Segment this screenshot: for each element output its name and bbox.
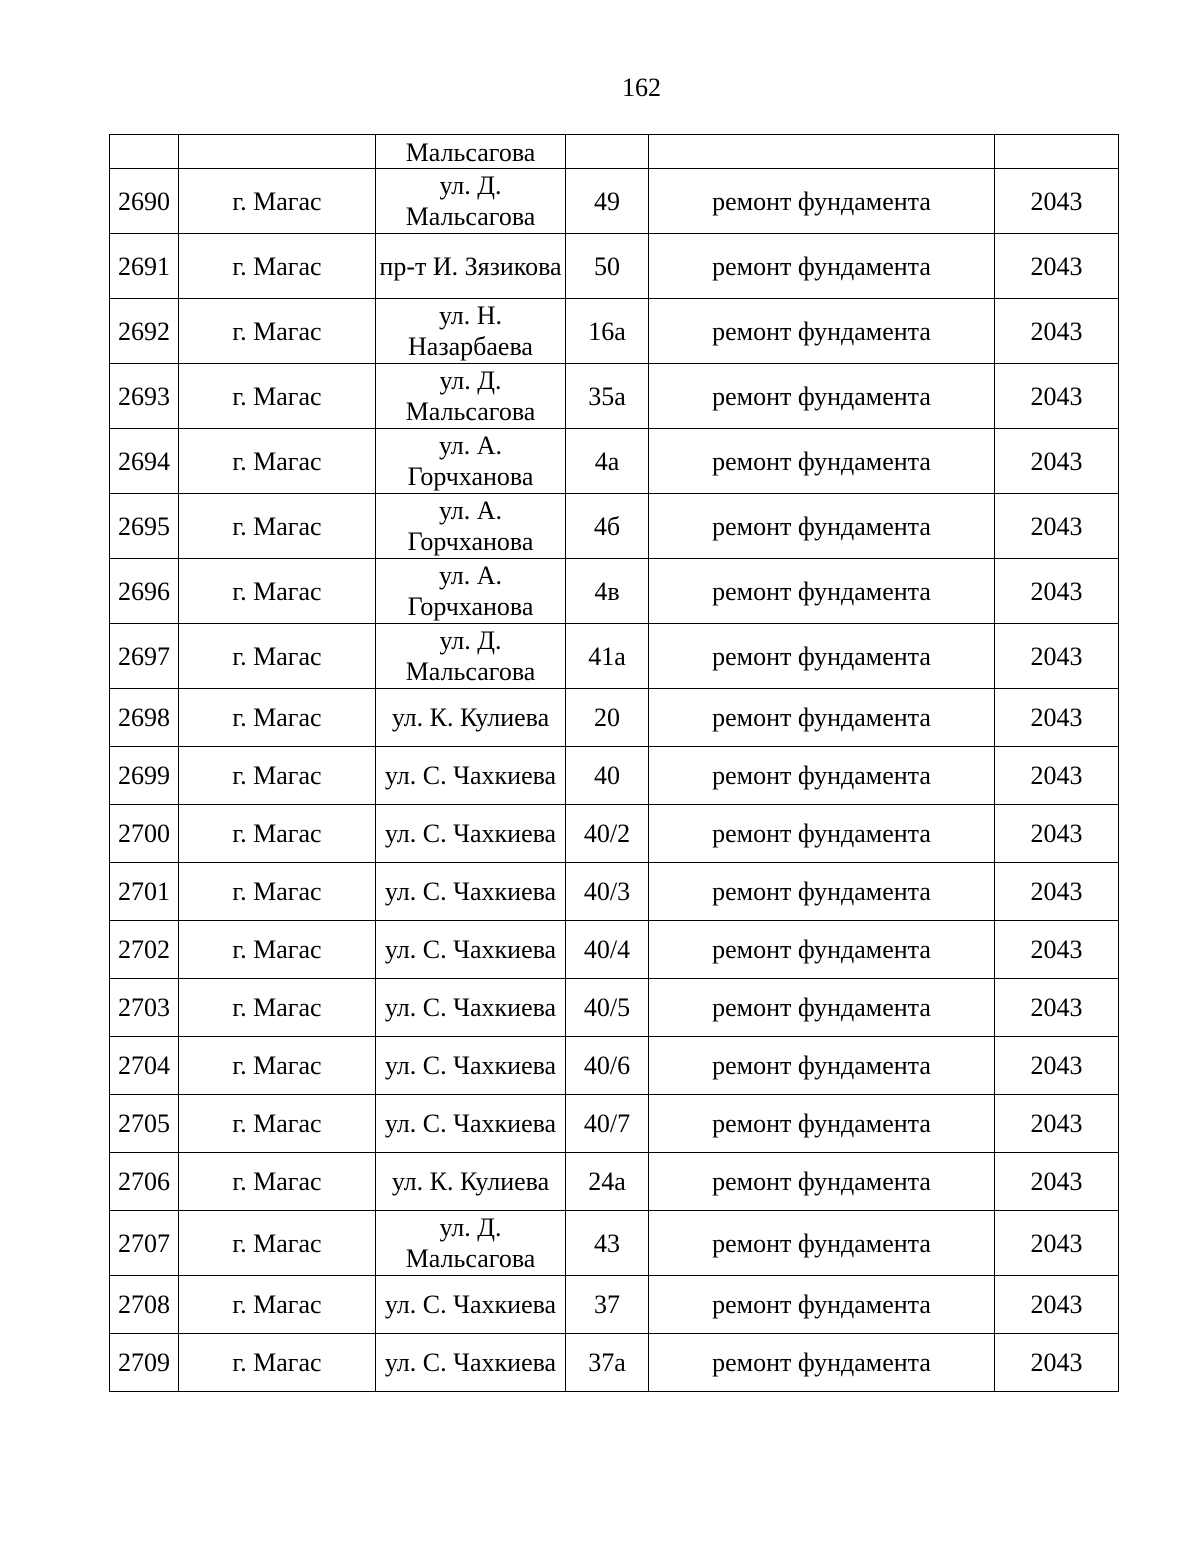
cell-work: ремонт фундамента — [649, 299, 995, 364]
cell-house: 4а — [566, 429, 649, 494]
cell-city: г. Магас — [179, 805, 376, 863]
cell-street: ул. С. Чахкиева — [376, 1334, 566, 1392]
cell-house: 40/7 — [566, 1095, 649, 1153]
table-row — [110, 1334, 1119, 1392]
cell-year: 2043 — [995, 559, 1119, 624]
cell-city: г. Магас — [179, 624, 376, 689]
cell-work: ремонт фундамента — [649, 1276, 995, 1334]
cell-year: 2043 — [995, 1153, 1119, 1211]
cell-work: ремонт фундамента — [649, 364, 995, 429]
cell-number: 2691 — [110, 234, 179, 299]
table-row — [110, 234, 1119, 299]
cell-year: 2043 — [995, 169, 1119, 234]
cell-city: г. Магас — [179, 1211, 376, 1276]
cell-year: 2043 — [995, 805, 1119, 863]
cell-street: ул. С. Чахкиева — [376, 1095, 566, 1153]
cell-street: ул. К. Кулиева — [376, 1153, 566, 1211]
cell-number: 2702 — [110, 921, 179, 979]
cell-year: 2043 — [995, 234, 1119, 299]
cell-house — [566, 135, 649, 169]
cell-work — [649, 135, 995, 169]
cell-street: ул. С. Чахкиева — [376, 1276, 566, 1334]
cell-house: 20 — [566, 689, 649, 747]
cell-house: 49 — [566, 169, 649, 234]
cell-city: г. Магас — [179, 169, 376, 234]
cell-city: г. Магас — [179, 921, 376, 979]
cell-street: ул. С. Чахкиева — [376, 921, 566, 979]
table-row — [110, 1211, 1119, 1276]
cell-house: 37а — [566, 1334, 649, 1392]
cell-city: г. Магас — [179, 299, 376, 364]
table-row — [110, 747, 1119, 805]
cell-street: ул. А. Горчханова — [376, 429, 566, 494]
cell-number: 2696 — [110, 559, 179, 624]
cell-house: 40/5 — [566, 979, 649, 1037]
cell-work: ремонт фундамента — [649, 1334, 995, 1392]
cell-year — [995, 135, 1119, 169]
cell-year: 2043 — [995, 1211, 1119, 1276]
cell-work: ремонт фундамента — [649, 1211, 995, 1276]
cell-street: ул. А. Горчханова — [376, 559, 566, 624]
cell-number: 2693 — [110, 364, 179, 429]
cell-city: г. Магас — [179, 1095, 376, 1153]
table-row — [110, 559, 1119, 624]
cell-year: 2043 — [995, 1037, 1119, 1095]
cell-number: 2707 — [110, 1211, 179, 1276]
table-row — [110, 979, 1119, 1037]
cell-year: 2043 — [995, 921, 1119, 979]
cell-work: ремонт фундамента — [649, 689, 995, 747]
cell-house: 16а — [566, 299, 649, 364]
cell-year: 2043 — [995, 689, 1119, 747]
cell-street: ул. С. Чахкиева — [376, 863, 566, 921]
cell-work: ремонт фундамента — [649, 921, 995, 979]
cell-work: ремонт фундамента — [649, 234, 995, 299]
cell-work: ремонт фундамента — [649, 1095, 995, 1153]
cell-street: ул. С. Чахкиева — [376, 1037, 566, 1095]
cell-number: 2709 — [110, 1334, 179, 1392]
cell-number: 2694 — [110, 429, 179, 494]
cell-number: 2703 — [110, 979, 179, 1037]
cell-house: 4в — [566, 559, 649, 624]
cell-house: 40/6 — [566, 1037, 649, 1095]
table-row — [110, 921, 1119, 979]
cell-number: 2698 — [110, 689, 179, 747]
table-row — [110, 1095, 1119, 1153]
cell-work: ремонт фундамента — [649, 747, 995, 805]
cell-number: 2701 — [110, 863, 179, 921]
cell-year: 2043 — [995, 863, 1119, 921]
cell-house: 24а — [566, 1153, 649, 1211]
cell-house: 37 — [566, 1276, 649, 1334]
cell-city: г. Магас — [179, 1153, 376, 1211]
cell-number: 2692 — [110, 299, 179, 364]
cell-street: ул. Д. Мальсагова — [376, 364, 566, 429]
page-number: 162 — [622, 73, 661, 102]
table-row — [110, 1037, 1119, 1095]
cell-number: 2704 — [110, 1037, 179, 1095]
cell-city: г. Магас — [179, 1276, 376, 1334]
table-row — [110, 299, 1119, 364]
cell-city: г. Магас — [179, 1037, 376, 1095]
table-row — [110, 494, 1119, 559]
cell-house: 50 — [566, 234, 649, 299]
cell-year: 2043 — [995, 1095, 1119, 1153]
cell-year: 2043 — [995, 1276, 1119, 1334]
cell-work: ремонт фундамента — [649, 863, 995, 921]
cell-street: ул. Д. Мальсагова — [376, 169, 566, 234]
cell-city: г. Магас — [179, 364, 376, 429]
cell-city: г. Магас — [179, 1334, 376, 1392]
continuation-row — [110, 135, 1119, 169]
cell-work: ремонт фундамента — [649, 1037, 995, 1095]
cell-house: 40/3 — [566, 863, 649, 921]
cell-year: 2043 — [995, 299, 1119, 364]
cell-work: ремонт фундамента — [649, 805, 995, 863]
cell-city: г. Магас — [179, 234, 376, 299]
cell-street: Мальсагова — [376, 135, 566, 169]
cell-year: 2043 — [995, 624, 1119, 689]
cell-number: 2697 — [110, 624, 179, 689]
cell-number: 2695 — [110, 494, 179, 559]
cell-work: ремонт фундамента — [649, 429, 995, 494]
cell-number: 2700 — [110, 805, 179, 863]
cell-house: 43 — [566, 1211, 649, 1276]
cell-number: 2708 — [110, 1276, 179, 1334]
registry-table — [109, 134, 1119, 1392]
table-row — [110, 624, 1119, 689]
cell-year: 2043 — [995, 494, 1119, 559]
cell-street: ул. Н. Назарбаева — [376, 299, 566, 364]
cell-street: ул. С. Чахкиева — [376, 747, 566, 805]
cell-year: 2043 — [995, 747, 1119, 805]
table-row — [110, 1276, 1119, 1334]
table-row — [110, 429, 1119, 494]
cell-street: ул. А. Горчханова — [376, 494, 566, 559]
cell-street: пр-т И. Зязикова — [376, 234, 566, 299]
cell-house: 35а — [566, 364, 649, 429]
cell-street: ул. К. Кулиева — [376, 689, 566, 747]
table-row — [110, 1153, 1119, 1211]
cell-work: ремонт фундамента — [649, 494, 995, 559]
cell-street: ул. Д. Мальсагова — [376, 1211, 566, 1276]
cell-city: г. Магас — [179, 863, 376, 921]
cell-work: ремонт фундамента — [649, 624, 995, 689]
cell-year: 2043 — [995, 429, 1119, 494]
cell-house: 40 — [566, 747, 649, 805]
table-row — [110, 169, 1119, 234]
table-row — [110, 805, 1119, 863]
cell-number: 2690 — [110, 169, 179, 234]
cell-city — [179, 135, 376, 169]
cell-street: ул. Д. Мальсагова — [376, 624, 566, 689]
cell-year: 2043 — [995, 1334, 1119, 1392]
cell-number: 2706 — [110, 1153, 179, 1211]
cell-city: г. Магас — [179, 429, 376, 494]
cell-house: 4б — [566, 494, 649, 559]
cell-number — [110, 135, 179, 169]
cell-house: 40/4 — [566, 921, 649, 979]
registry-table-body — [110, 135, 1119, 1392]
cell-year: 2043 — [995, 979, 1119, 1037]
cell-city: г. Магас — [179, 559, 376, 624]
cell-number: 2705 — [110, 1095, 179, 1153]
table-row — [110, 364, 1119, 429]
cell-work: ремонт фундамента — [649, 979, 995, 1037]
cell-city: г. Магас — [179, 689, 376, 747]
cell-work: ремонт фундамента — [649, 169, 995, 234]
cell-street: ул. С. Чахкиева — [376, 805, 566, 863]
table-row — [110, 689, 1119, 747]
cell-number: 2699 — [110, 747, 179, 805]
cell-work: ремонт фундамента — [649, 1153, 995, 1211]
cell-house: 41а — [566, 624, 649, 689]
cell-city: г. Магас — [179, 747, 376, 805]
cell-street: ул. С. Чахкиева — [376, 979, 566, 1037]
cell-work: ремонт фундамента — [649, 559, 995, 624]
cell-city: г. Магас — [179, 979, 376, 1037]
table-row — [110, 863, 1119, 921]
cell-year: 2043 — [995, 364, 1119, 429]
cell-house: 40/2 — [566, 805, 649, 863]
cell-city: г. Магас — [179, 494, 376, 559]
